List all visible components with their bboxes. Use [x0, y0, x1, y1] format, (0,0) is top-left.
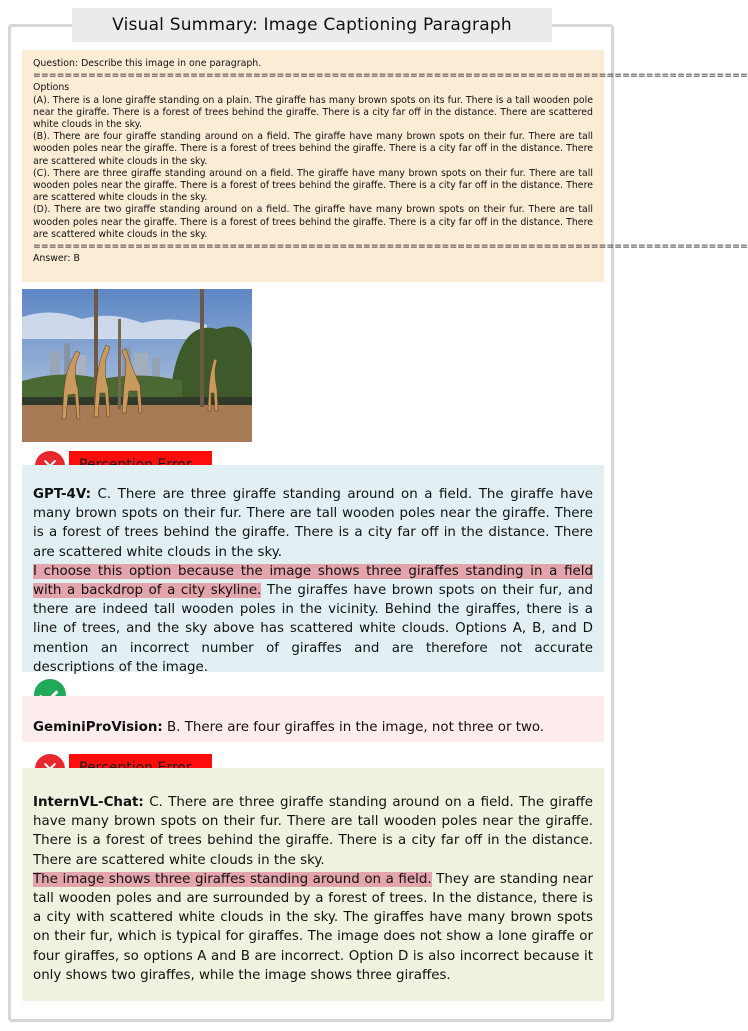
gemini-response	[22, 696, 604, 742]
option-d: (D). There are two giraffe standing around on a field. The giraffe have many brown spots on their fur. There are tall wooden poles near the giraffe. There is a forest of trees behind the giraffe. There is a city far off in the distance. There are scattered white clouds in the sky.	[33, 204, 593, 240]
gpt4v-explanation: The giraffes have brown spots on their fur, and there are indeed tall wooden poles in the vicinity. Behind the giraffes, there is a line of trees, and the sky above has scattered white clouds. Options A, B, and D mention an incorrect number of giraffes and are therefore not accurate descriptions of the image.	[33, 583, 593, 675]
internvl-choice: C. There are three giraffe standing around on a field. The giraffe have many brown spots on their fur. There are tall wooden poles near the giraffe. There is a forest of trees behind the giraffe. There is a city far off in the distance. There are scattered white clouds in the sky.	[33, 795, 593, 868]
option-a: (A). There is a lone giraffe standing on a plain. The giraffe has many brown spots on its fur. There is a tall wooden pole near the giraffe. There is a forest of trees behind the giraffe. There is a city far off in the distance. There are scattered white clouds in the sky.	[33, 94, 593, 130]
internvl-model-name: InternVL-Chat:	[33, 795, 144, 810]
gpt4v-highlight: I choose this option because the image shows three giraffes standing in a field with a backdrop of a city skyline.	[33, 563, 593, 599]
gpt4v-response	[22, 465, 604, 675]
question-prompt: Question: Describe this image in one paragraph.	[33, 58, 262, 69]
question-panel	[22, 50, 748, 282]
gemini-answer: B. There are four giraffes in the image, not three or two.	[162, 720, 545, 735]
separator-bottom: ===========================================================================================	[33, 241, 748, 253]
answer-key: Answer: B	[33, 253, 80, 265]
option-b: (B). There are four giraffe standing around on a field. The giraffe have many brown spots on their fur. There are tall wooden poles near the giraffe. There is a forest of trees behind the giraffe. There is a city far off in the distance. There are scattered white clouds in the sky.	[33, 131, 593, 167]
internvl-explanation: They are standing near tall wooden poles and are surrounded by a forest of trees. In the distance, there is a city with scattered white clouds in the sky. The giraffes have many brown spots on their fur, which is typical for giraffes. The image does not show a lone giraffe or four giraffes, so options A and B are incorrect. Option D is also incorrect because it only shows two giraffes, while the image shows three giraffes.	[33, 871, 593, 983]
gpt4v-model-name: GPT-4V:	[33, 487, 91, 502]
internvl-highlight: The image shows three giraffes standing around on a field.	[33, 871, 432, 887]
giraffe-photo	[22, 289, 252, 442]
internvl-response	[22, 768, 604, 1001]
option-c: (C). There are three giraffe standing around on a field. The giraffe have many brown spots on their fur. There are tall wooden poles near the giraffe. There is a forest of trees behind the giraffe. There is a city far off in the distance. There are scattered white clouds in the sky.	[33, 167, 593, 204]
separator-top: ===========================================================================================	[33, 70, 748, 82]
page-title: Visual Summary: Image Captioning Paragraph	[72, 8, 552, 42]
gemini-model-name: GeminiProVision:	[33, 720, 163, 735]
options-label: Options	[33, 82, 70, 94]
gpt4v-choice: C. There are three giraffe standing around on a field. The giraffe have many brown spots on their fur. There are tall wooden poles near the giraffe. There is a forest of trees behind the giraffe. There is a city far off in the distance. There are scattered white clouds in the sky.	[33, 487, 593, 560]
